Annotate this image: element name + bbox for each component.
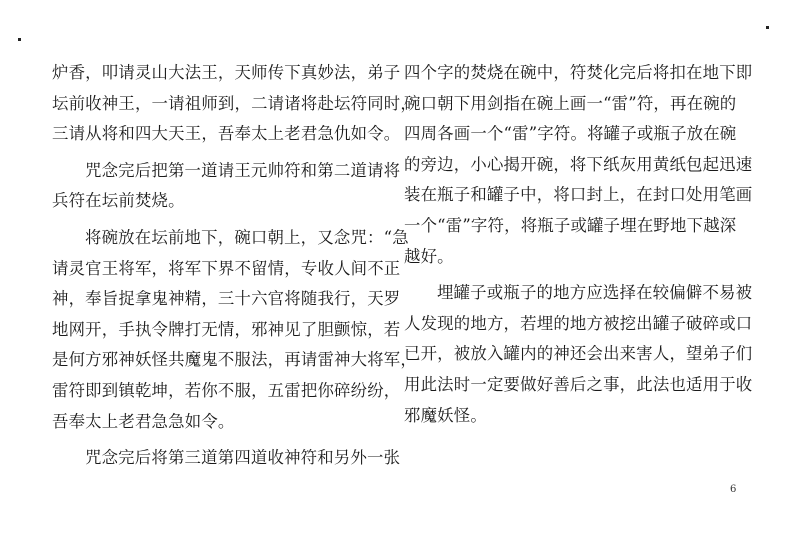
text-line: 坛前收神王，一请祖师到，二请诸将赴坛符同时， (52, 93, 417, 113)
text-line: 一个“雷”字符，将瓶子或罐子埋在野地下越深 (404, 215, 737, 235)
text-line: 四周各画一个“雷”字符。将罐子或瓶子放在碗 (404, 124, 737, 144)
text-line: 请灵官王将军，将军下界不留情，专收人间不正 (52, 258, 401, 278)
text-line: 的旁边，小心揭开碗，将下纸灰用黄纸包起迅速 (404, 154, 753, 174)
text-line: 越好。 (404, 246, 454, 266)
text-line: 装在瓶子和罐子中，将口封上，在封口处用笔画 (404, 185, 753, 205)
text-line: 用此法时一定要做好善后之事，此法也适用于收 (404, 374, 753, 394)
text-line: 是何方邪神妖怪共魔鬼不服法，再请雷神大将军， (52, 350, 417, 370)
text-line: 已开，被放入罐内的神还会出来害人，望弟子们 (404, 344, 753, 364)
text-line: 吾奉太上老君急急如令。 (52, 411, 235, 431)
text-line: 神，奉旨捉拿鬼神精，三十六官将随我行，天罗 (52, 289, 401, 309)
right-text-column (404, 58, 753, 431)
left-text-column (52, 58, 417, 474)
text-line: 地网开，手执令牌打无情，邪神见了胆颤惊，若 (52, 319, 401, 339)
text-line: 三请从将和四大天王，吾奉太上老君急仇如令。 (52, 124, 401, 144)
page-number: 6 (730, 484, 737, 495)
paragraph-start-line: 埋罐子或瓶子的地方应选择在较偏僻不易被 (437, 283, 753, 303)
text-line: 雷符即到镇乾坤，若你不服，五雷把你碎纷纷， (52, 380, 401, 400)
text-line: 四个字的焚烧在碗中，符焚化完后将扣在地下即 (404, 63, 753, 82)
paragraph-start-line: 咒念完后将第三道第四道收神符和另外一张 (85, 448, 401, 468)
paragraph-start-line: 将碗放在坛前地下，碗口朝上，又念咒：“急 (85, 227, 409, 247)
scan-mark (18, 38, 21, 41)
text-line: 碗口朝下用剑指在碗上画一“雷”符，再在碗的 (404, 93, 737, 113)
scan-mark (766, 26, 769, 29)
paragraph-start-line: 咒念完后把第一道请王元帅符和第二道请将 (85, 160, 401, 180)
text-line: 兵符在坛前焚烧。 (52, 191, 185, 211)
text-line: 邪魔妖怪。 (404, 405, 487, 425)
text-line: 人发现的地方，若埋的地方被挖出罐子破碎或口 (404, 313, 753, 333)
text-line: 炉香，叩请灵山大法王，天师传下真妙法，弟子 (52, 63, 401, 82)
